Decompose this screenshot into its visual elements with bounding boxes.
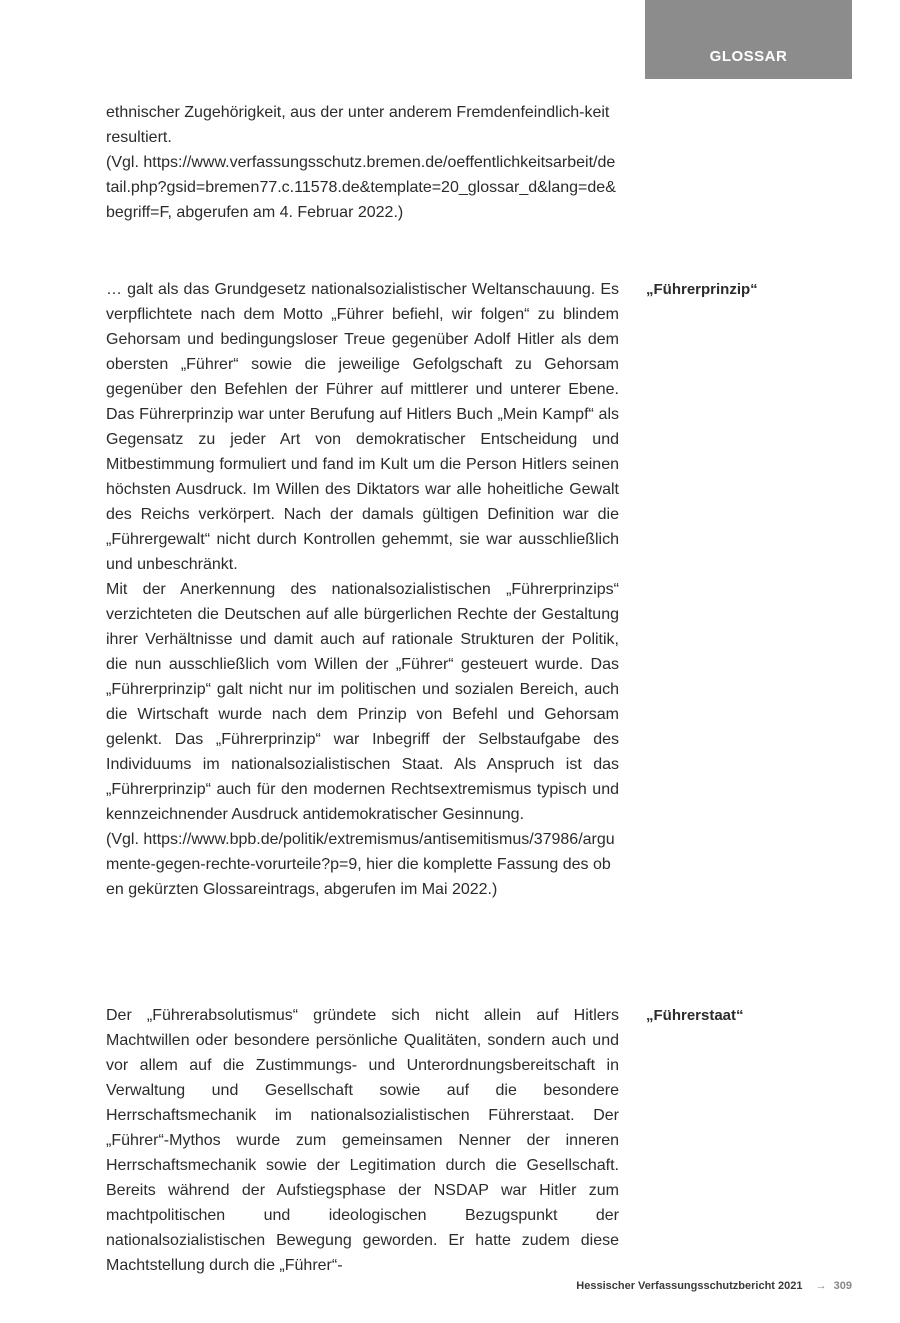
footer-report-title: Hessischer Verfassungsschutzbericht 2021 <box>576 1280 803 1292</box>
fuehrerstaat-paragraph-1: Der „Führerabsolutismus“ gründete sich nicht allein auf Hitlers Machtwillen oder besondere persönliche Qualitäten, sondern auch und vor allem auf die Zustimmungs- und Unterordnungsbereitschaft in Verwaltung und Gesellschaft sowie auf die besondere Herrschaftsmechanik im nationalsozialistischen Führerstaat. Der „Führer“-Mythos wurde zum gemeinsamen Nenner der inneren Herrschaftsmechanik sowie der Legitimation durch die Gesellschaft. Bereits während der Aufstiegsphase der NSDAP war Hitler zum machtpolitischen und ideologischen Bezugspunkt der nationalsozialistischen Bewegung geworden. Er hatte zudem diese Machtstellung durch die „Führer“- <box>106 1007 619 1274</box>
entry-prev-reference: (Vgl. https://www.verfassungsschutz.bremen.de/oeffentlichkeitsarbeit/detail.php?gsid=bremen77.c.11578.de&template=20_glossar_d&lang=de&begriff=F, abgerufen am 4. Februar 2022.) <box>106 154 616 221</box>
entry-prev-continuation <box>106 100 619 225</box>
entry-fuehrerprinzip <box>106 277 619 902</box>
term-fuehrerstaat: „Führerstaat“ <box>646 1007 744 1024</box>
page-number: 309 <box>833 1280 852 1292</box>
fuehrerprinzip-paragraph-1: … galt als das Grundgesetz nationalsozialistischer Weltanschauung. Es verpflichtete nach dem Motto „Führer befiehl, wir folgen“ zu blindem Gehorsam und bedingungsloser Treue gegenüber Adolf Hitler als dem obersten „Führer“ sowie die jeweilige Gefolgschaft zu Gehorsam gegenüber den Befehlen der Führer auf mittlerer und unterer Ebene. Das Führerprinzip war unter Berufung auf Hitlers Buch „Mein Kampf“ als Gegensatz zu jeder Art von demokratischer Entscheidung und Mitbestimmung formuliert und fand im Kult um die Person Hitlers seinen höchsten Ausdruck. Im Willen des Diktators war alle hoheitliche Gewalt des Reichs verkörpert. Nach der damals gültigen Definition war die „Führergewalt“ nicht durch Kontrollen gehemmt, sie war ausschließlich und unbeschränkt. <box>106 281 619 573</box>
arrow-right-icon: → <box>815 1280 827 1292</box>
page-footer <box>576 1280 852 1292</box>
section-title: GLOSSAR <box>709 48 788 65</box>
entry-fuehrerstaat <box>106 1003 619 1278</box>
term-fuehrerprinzip: „Führerprinzip“ <box>646 281 758 298</box>
section-tab-glossar <box>645 0 852 79</box>
fuehrerprinzip-paragraph-2: Mit der Anerkennung des nationalsozialistischen „Führerprinzips“ verzichteten die Deutschen auf alle bürgerlichen Rechte der Gestaltung ihrer Verhältnisse und damit auch auf rationale Strukturen der Politik, die nun ausschließlich vom Willen der „Führer“ gesteuert wurde. Das „Führerprinzip“ galt nicht nur im politischen und sozialen Bereich, auch die Wirtschaft wurde nach dem Prinzip von Befehl und Gehorsam gelenkt. Das „Führerprinzip“ war Inbegriff der Selbstaufgabe des Individuums im nationalsozialistischen Staat. Als Anspruch ist das „Führerprinzip“ auch für den modernen Rechtsextremismus typisch und kennzeichnender Ausdruck antidemokratischer Gesinnung. <box>106 581 619 823</box>
entry-prev-text: ethnischer Zugehörigkeit, aus der unter anderem Fremdenfeindlich-keit resultiert. <box>106 104 610 146</box>
fuehrerprinzip-reference: (Vgl. https://www.bpb.de/politik/extremismus/antisemitismus/37986/argumente-gegen-rechte-vorurteile?p=9, hier die komplette Fassung des oben gekürzten Glossareintrags, abgerufen im Mai 2022.) <box>106 831 615 898</box>
